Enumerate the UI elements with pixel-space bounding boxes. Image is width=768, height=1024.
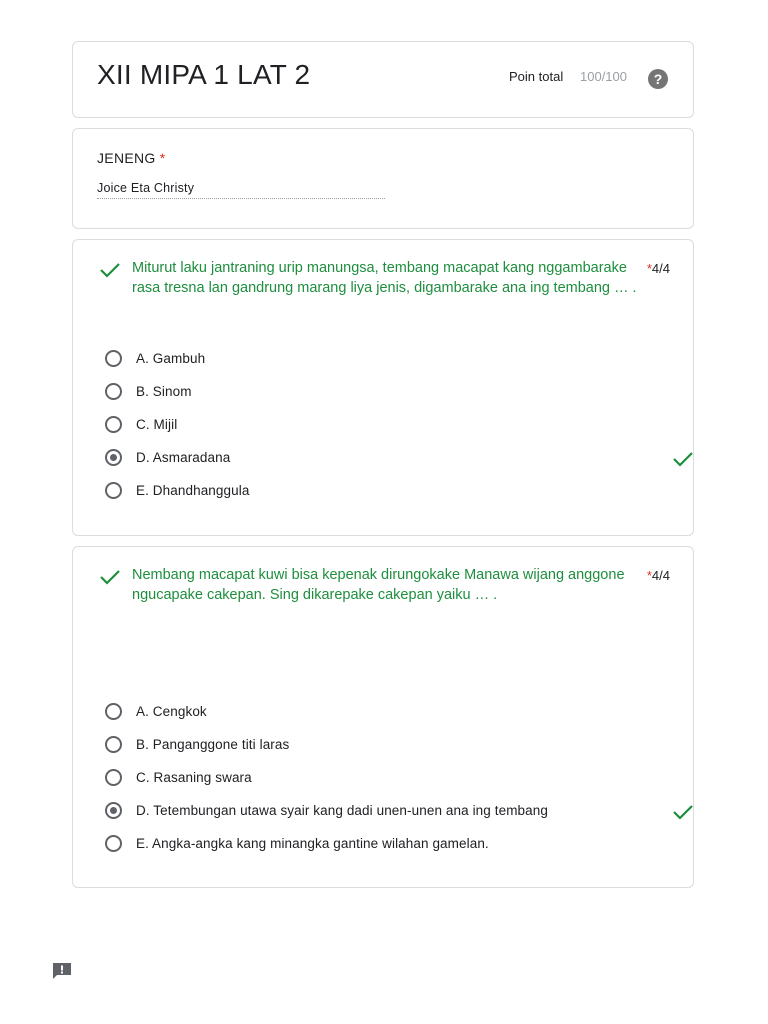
name-field-label xyxy=(97,150,166,166)
radio-button[interactable] xyxy=(105,482,122,499)
question-card-1 xyxy=(72,239,694,536)
check-icon xyxy=(99,262,121,278)
radio-button[interactable] xyxy=(105,416,122,433)
radio-button[interactable] xyxy=(105,350,122,367)
score-value: 4/4 xyxy=(651,261,670,276)
option-label: E. Dhandhanggula xyxy=(136,483,250,498)
option-label: E. Angka-angka kang minangka gantine wilahan gamelan. xyxy=(136,836,489,851)
option-label: B. Panganggone titi laras xyxy=(136,737,290,752)
option-label: A. Cengkok xyxy=(136,704,207,719)
check-icon xyxy=(672,451,694,467)
feedback-icon[interactable] xyxy=(51,962,73,980)
option-label: B. Sinom xyxy=(136,384,192,399)
radio-button-selected[interactable] xyxy=(105,802,122,819)
name-field-card xyxy=(72,128,694,229)
option-label: D. Asmaradana xyxy=(136,450,231,465)
required-asterisk: * xyxy=(646,261,652,276)
name-field-value: Joice Eta Christy xyxy=(97,181,385,199)
score-value: 4/4 xyxy=(651,568,670,583)
points-total-value: 100/100 xyxy=(580,69,627,84)
form-header-card xyxy=(72,41,694,118)
question-card-2 xyxy=(72,546,694,888)
radio-button[interactable] xyxy=(105,703,122,720)
question-text: Miturut laku jantraning urip manungsa, tembang macapat kang nggambarake rasa tresna lan gandrung marang liya jenis, digambarake ana ing tembang … . xyxy=(132,260,637,296)
help-icon[interactable]: ? xyxy=(648,69,668,89)
form-title: XII MIPA 1 LAT 2 xyxy=(97,59,311,90)
radio-button[interactable] xyxy=(105,769,122,786)
option-label: C. Rasaning swara xyxy=(136,770,252,785)
question-score xyxy=(647,568,670,583)
required-asterisk: * xyxy=(159,150,166,166)
radio-button[interactable] xyxy=(105,383,122,400)
required-asterisk: * xyxy=(646,568,652,583)
name-field-label-text: JENENG xyxy=(97,150,156,166)
option-label: D. Tetembungan utawa syair kang dadi unen-unen ana ing tembang xyxy=(136,803,548,818)
points-total-label: Poin total xyxy=(509,69,564,84)
radio-button-selected[interactable] xyxy=(105,449,122,466)
radio-button[interactable] xyxy=(105,835,122,852)
option-label: C. Mijil xyxy=(136,417,178,432)
option-label: A. Gambuh xyxy=(136,351,206,366)
check-icon xyxy=(99,569,121,585)
check-icon xyxy=(672,804,694,820)
question-score xyxy=(647,261,670,276)
question-text: Nembang macapat kuwi bisa kepenak dirungokake Manawa wijang anggone ngucapake cakepan. Sing dikarepake cakepan yaiku … . xyxy=(132,567,625,603)
radio-button[interactable] xyxy=(105,736,122,753)
